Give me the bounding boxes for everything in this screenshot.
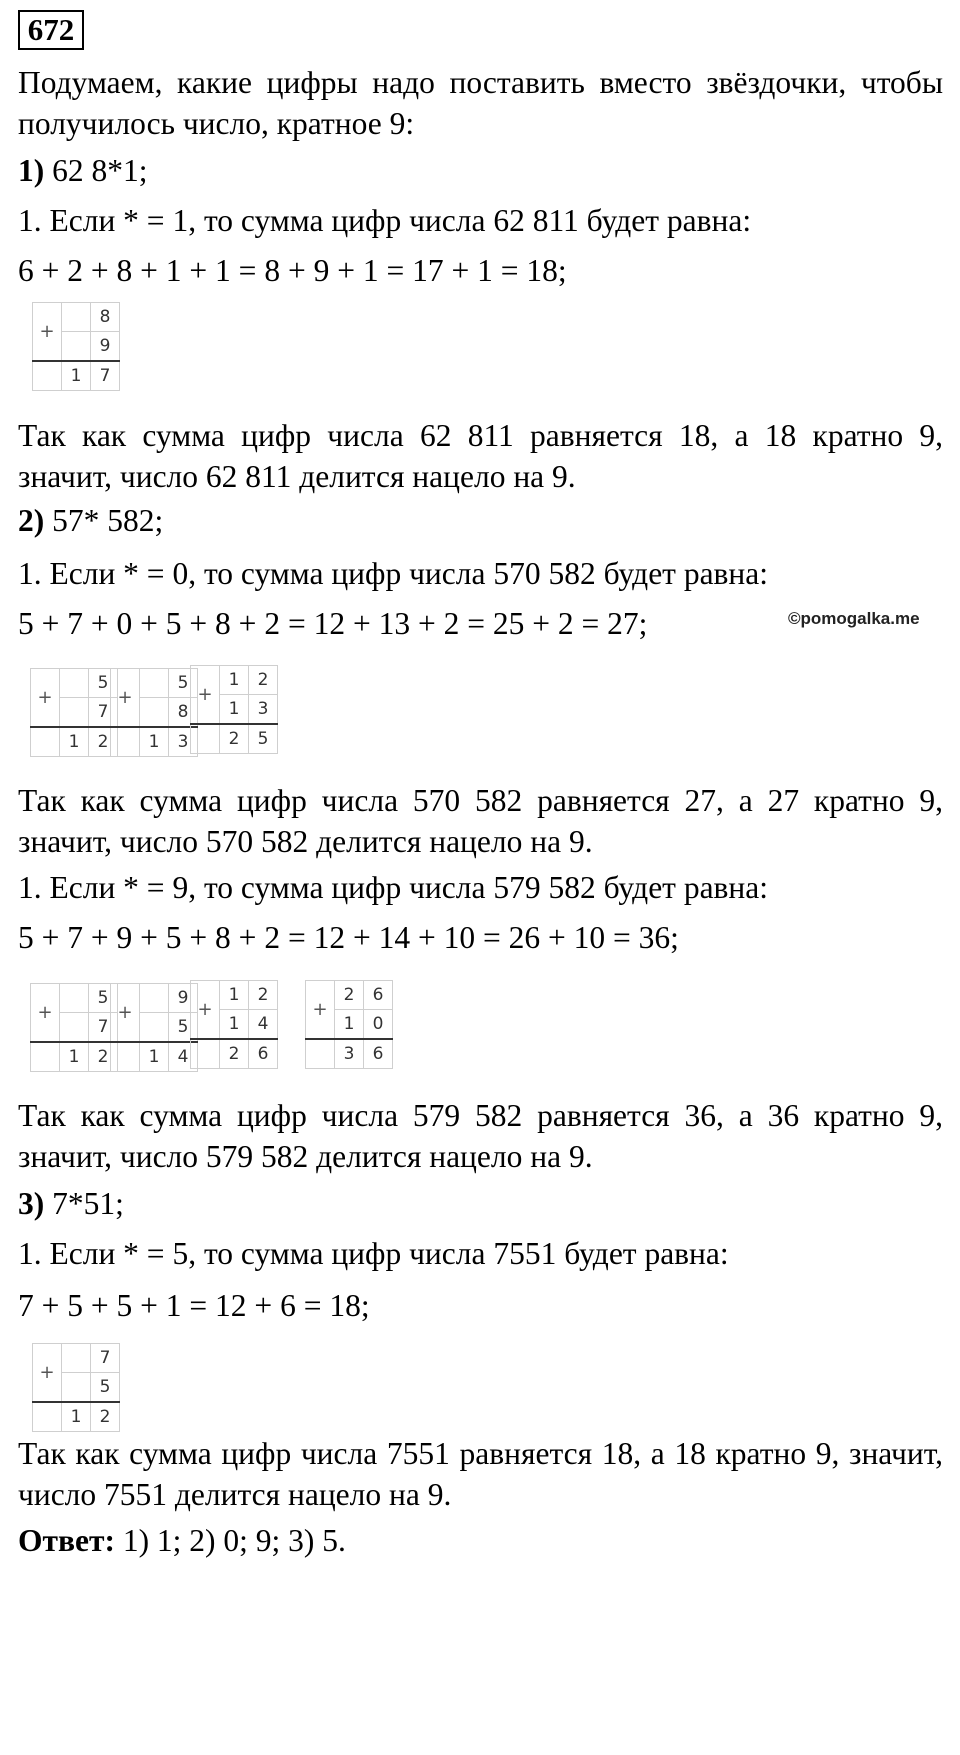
part1-conclusion: Так как сумма цифр числа 62 811 равняется 18, а 18 кратно 9, значит, число 62 811 делится нацело на 9. <box>18 418 943 494</box>
sum-digit-cell: 1 <box>60 1042 89 1072</box>
digit-cell <box>60 698 89 728</box>
sum-digit-cell: 1 <box>62 361 91 391</box>
column-addition <box>32 302 120 391</box>
part3-equation: 7 + 5 + 5 + 1 = 12 + 6 = 18; <box>18 1288 370 1323</box>
empty-cell <box>111 727 140 757</box>
empty-cell <box>31 727 60 757</box>
digit-cell <box>60 669 89 698</box>
column-addition <box>30 983 118 1072</box>
sum-digit-cell: 2 <box>220 724 249 754</box>
digit-cell: 5 <box>169 1013 198 1043</box>
part2-case-a-line: 1. Если * = 0, то сумма цифр числа 570 582 будет равна: <box>18 556 769 591</box>
part3-conclusion: Так как сумма цифр числа 7551 равняется 18, а 18 кратно 9, значит, число 7551 делится нацело на 9. <box>18 1436 943 1512</box>
digit-cell: 9 <box>91 332 120 362</box>
answer-line <box>18 1520 943 1561</box>
part2-expression: 57* 582; <box>44 503 164 538</box>
watermark: ©pomogalka.me <box>788 609 920 628</box>
digit-cell: 4 <box>249 1010 278 1040</box>
part1-expression: 62 8*1; <box>44 153 148 188</box>
addend-row <box>33 303 120 332</box>
digit-cell <box>140 669 169 698</box>
digit-cell: 7 <box>89 698 118 728</box>
addend-row <box>306 981 393 1010</box>
sum-row <box>111 1042 198 1072</box>
digit-cell: 1 <box>220 1010 249 1040</box>
addend-row <box>191 666 278 695</box>
part1-label: 1) <box>18 153 45 188</box>
empty-cell <box>191 724 220 754</box>
part3-heading <box>18 1183 943 1224</box>
part1-heading <box>18 150 943 191</box>
plus-sign: + <box>111 984 140 1043</box>
digit-cell <box>62 1344 91 1373</box>
intro-text: Подумаем, какие цифры надо поставить вместо звёздочки, чтобы получилось число, кратное 9: <box>18 65 943 141</box>
sum-digit-cell: 4 <box>169 1042 198 1072</box>
addend-row <box>111 984 198 1013</box>
column-addition <box>32 1343 120 1432</box>
sum-row <box>191 724 278 754</box>
sum-digit-cell: 2 <box>89 1042 118 1072</box>
digit-cell: 9 <box>169 984 198 1013</box>
digit-cell <box>62 303 91 332</box>
sum-digit-cell: 2 <box>91 1402 120 1432</box>
digit-cell <box>140 984 169 1013</box>
empty-cell <box>111 1042 140 1072</box>
sum-digit-cell: 2 <box>220 1039 249 1069</box>
problem-number: 672 <box>18 10 84 50</box>
digit-cell <box>60 984 89 1013</box>
sum-digit-cell: 1 <box>62 1402 91 1432</box>
addend-row <box>31 669 118 698</box>
digit-cell: 2 <box>249 981 278 1010</box>
digit-cell: 1 <box>335 1010 364 1040</box>
digit-cell: 7 <box>89 1013 118 1043</box>
digit-cell <box>62 1373 91 1403</box>
addend-row <box>31 984 118 1013</box>
sum-row <box>33 1402 120 1432</box>
digit-cell: 1 <box>220 695 249 725</box>
digit-cell: 7 <box>91 1344 120 1373</box>
empty-cell <box>31 1042 60 1072</box>
addend-row <box>111 669 198 698</box>
digit-cell <box>60 1013 89 1043</box>
digit-cell: 8 <box>91 303 120 332</box>
digit-cell: 5 <box>91 1373 120 1403</box>
digit-cell <box>62 332 91 362</box>
addend-row <box>33 1344 120 1373</box>
sum-digit-cell: 1 <box>140 727 169 757</box>
part3-expression: 7*51; <box>44 1186 124 1221</box>
sum-digit-cell: 3 <box>169 727 198 757</box>
part2-case-a-conclusion: Так как сумма цифр числа 570 582 равняется 27, а 27 кратно 9, значит, число 570 582 делится нацело на 9. <box>18 783 943 859</box>
digit-cell: 0 <box>364 1010 393 1040</box>
part2-heading <box>18 500 943 541</box>
plus-sign: + <box>191 666 220 725</box>
empty-cell <box>33 1402 62 1432</box>
sum-row <box>33 361 120 391</box>
part1-case-line: 1. Если * = 1, то сумма цифр числа 62 811 будет равна: <box>18 203 752 238</box>
sum-row <box>31 727 118 757</box>
part1-equation: 6 + 2 + 8 + 1 + 1 = 8 + 9 + 1 = 17 + 1 = 18; <box>18 253 567 288</box>
plus-sign: + <box>31 984 60 1043</box>
part2-case-a-equation: 5 + 7 + 0 + 5 + 8 + 2 = 12 + 13 + 2 = 25 + 2 = 27; <box>18 606 648 641</box>
sum-digit-cell: 6 <box>364 1039 393 1069</box>
column-addition <box>190 980 278 1069</box>
sum-digit-cell: 7 <box>91 361 120 391</box>
column-addition <box>110 983 198 1072</box>
sum-digit-cell: 3 <box>335 1039 364 1069</box>
plus-sign: + <box>111 669 140 728</box>
sum-digit-cell: 1 <box>60 727 89 757</box>
empty-cell <box>191 1039 220 1069</box>
digit-cell: 2 <box>249 666 278 695</box>
digit-cell: 6 <box>364 981 393 1010</box>
sum-row <box>31 1042 118 1072</box>
addend-row <box>191 981 278 1010</box>
sum-row <box>306 1039 393 1069</box>
digit-cell: 5 <box>89 669 118 698</box>
part3-label: 3) <box>18 1186 45 1221</box>
sum-digit-cell: 1 <box>140 1042 169 1072</box>
empty-cell <box>33 361 62 391</box>
answer-text: 1) 1; 2) 0; 9; 3) 5. <box>114 1523 346 1558</box>
part3-case-line: 1. Если * = 5, то сумма цифр числа 7551 будет равна: <box>18 1236 729 1271</box>
plus-sign: + <box>33 1344 62 1403</box>
digit-cell: 5 <box>169 669 198 698</box>
answer-label: Ответ: <box>18 1523 115 1558</box>
empty-cell <box>306 1039 335 1069</box>
digit-cell: 5 <box>89 984 118 1013</box>
sum-row <box>111 727 198 757</box>
column-addition <box>190 665 278 754</box>
digit-cell <box>140 1013 169 1043</box>
digit-cell: 1 <box>220 981 249 1010</box>
part2-label: 2) <box>18 503 45 538</box>
plus-sign: + <box>31 669 60 728</box>
digit-cell: 8 <box>169 698 198 728</box>
column-addition <box>110 668 198 757</box>
column-addition <box>305 980 393 1069</box>
column-addition <box>30 668 118 757</box>
digit-cell <box>140 698 169 728</box>
sum-digit-cell: 2 <box>89 727 118 757</box>
sum-digit-cell: 5 <box>249 724 278 754</box>
part2-case-b-equation: 5 + 7 + 9 + 5 + 8 + 2 = 12 + 14 + 10 = 26 + 10 = 36; <box>18 920 679 955</box>
part2-case-b-conclusion: Так как сумма цифр числа 579 582 равняется 36, а 36 кратно 9, значит, число 579 582 делится нацело на 9. <box>18 1098 943 1174</box>
plus-sign: + <box>191 981 220 1040</box>
plus-sign: + <box>33 303 62 362</box>
sum-digit-cell: 6 <box>249 1039 278 1069</box>
part2-case-b-line: 1. Если * = 9, то сумма цифр числа 579 582 будет равна: <box>18 870 769 905</box>
digit-cell: 3 <box>249 695 278 725</box>
sum-row <box>191 1039 278 1069</box>
digit-cell: 2 <box>335 981 364 1010</box>
digit-cell: 1 <box>220 666 249 695</box>
plus-sign: + <box>306 981 335 1040</box>
